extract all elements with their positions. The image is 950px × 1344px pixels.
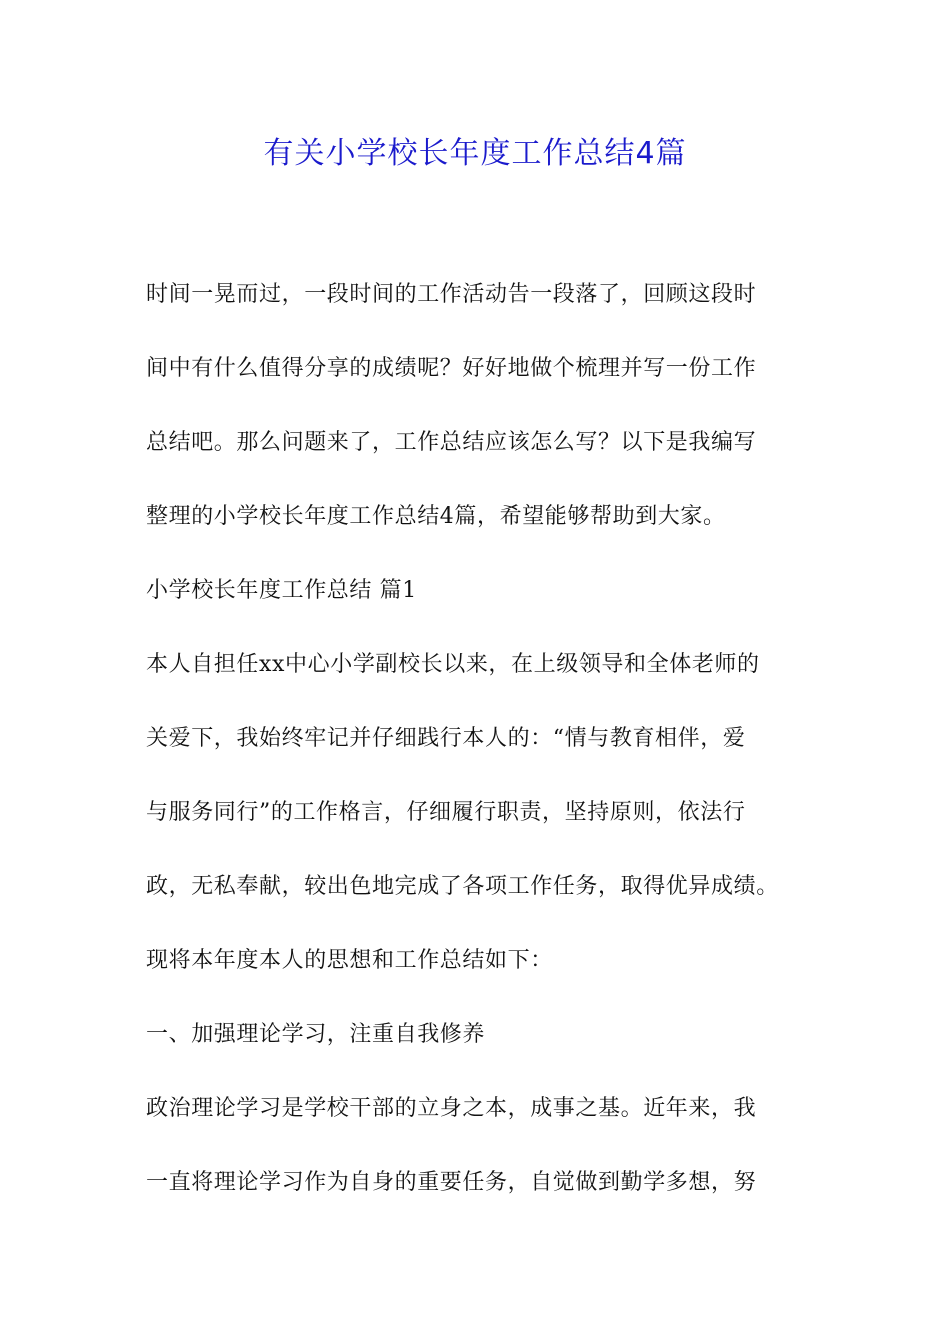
text-line: 政治理论学习是学校干部的立身之本，成事之基。近年来，我 xyxy=(146,1096,757,1121)
text-line: 总结吧。那么问题来了，工作总结应该怎么写？以下是我编写 xyxy=(146,430,757,455)
subsection-heading: 一、加强理论学习，注重自我修养 xyxy=(146,1022,486,1047)
text-line: 关爱下，我始终牢记并仔细践行本人的：“情与教育相伴，爱 xyxy=(146,726,746,751)
document-body xyxy=(146,258,826,1220)
text-line: 政，无私奉献，较出色地完成了各项工作任务，取得优异成绩。 xyxy=(146,874,779,899)
text-line: 本人自担任xx中心小学副校长以来，在上级领导和全体老师的 xyxy=(146,652,760,677)
section-heading: 小学校长年度工作总结 篇1 xyxy=(146,578,417,603)
text-line: 整理的小学校长年度工作总结4篇，希望能够帮助到大家。 xyxy=(146,504,726,529)
text-line: 现将本年度本人的思想和工作总结如下： xyxy=(146,948,553,973)
text-line: 一直将理论学习作为自身的重要任务，自觉做到勤学多想，努 xyxy=(146,1170,757,1195)
text-line: 时间一晃而过，一段时间的工作活动告一段落了，回顾这段时 xyxy=(146,282,757,307)
text-line: 与服务同行”的工作格言，仔细履行职责，坚持原则，依法行 xyxy=(146,800,746,825)
document-title: 有关小学校长年度工作总结4篇 xyxy=(263,136,687,171)
text-line: 间中有什么值得分享的成绩呢？好好地做个梳理并写一份工作 xyxy=(146,356,757,381)
